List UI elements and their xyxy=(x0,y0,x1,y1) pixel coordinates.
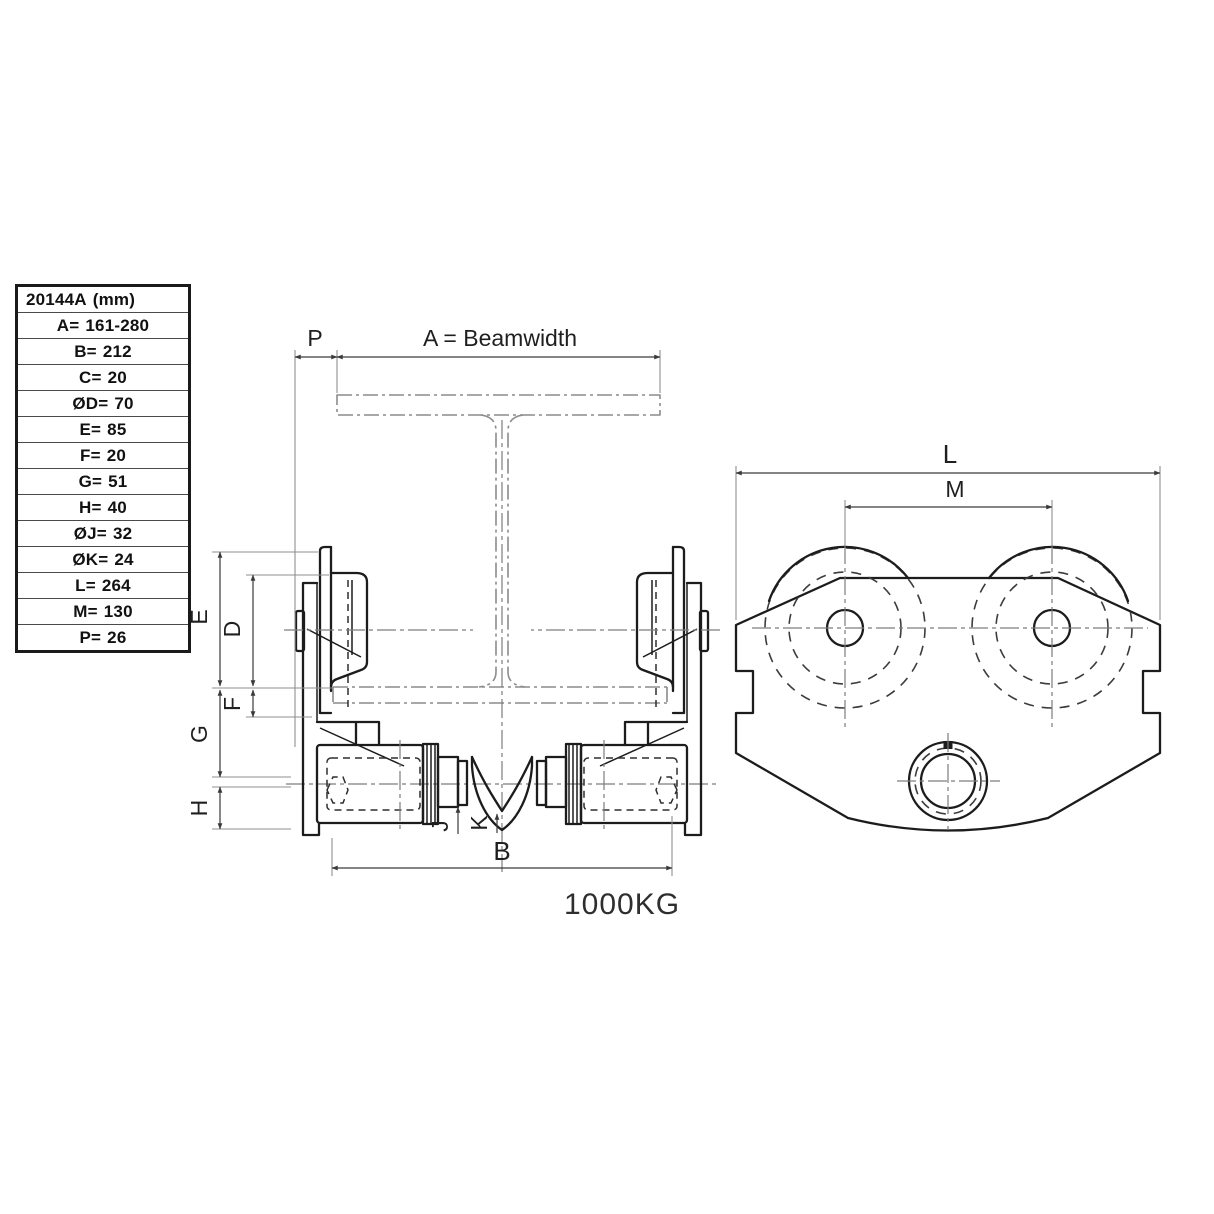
side-view xyxy=(736,439,1160,831)
table-row: A= 161-280 xyxy=(18,312,188,338)
dim-p-a xyxy=(295,325,660,747)
unit-label: (mm) xyxy=(92,289,136,309)
table-row: P= 26 xyxy=(18,624,188,650)
side-plate-outline xyxy=(736,578,1160,831)
dim-label-j: J xyxy=(427,820,453,832)
table-row: H= 40 xyxy=(18,494,188,520)
table-row: L= 264 xyxy=(18,572,188,598)
table-row: E= 85 xyxy=(18,416,188,442)
trolley-left-side xyxy=(284,547,473,835)
front-view xyxy=(186,325,720,921)
table-row: B= 212 xyxy=(18,338,188,364)
dim-label-beamwidth: A = Beamwidth xyxy=(422,325,578,351)
dim-label-k: K xyxy=(466,815,492,831)
dim-label-h: H xyxy=(186,799,212,817)
dim-label-p: P xyxy=(307,325,323,351)
dim-label-b: B xyxy=(493,836,511,866)
trolley-wheel-right xyxy=(972,545,1132,731)
table-row: ØD= 70 xyxy=(18,390,188,416)
i-beam-phantom xyxy=(333,395,667,703)
dim-label-d: D xyxy=(219,620,245,638)
table-row: G= 51 xyxy=(18,468,188,494)
shaft-hole xyxy=(897,733,1000,829)
dim-label-m: M xyxy=(945,476,965,502)
model-number: 20144A xyxy=(26,289,87,309)
dim-label-e: E xyxy=(186,609,212,625)
dim-m xyxy=(845,476,1052,545)
dim-left-stack xyxy=(186,552,332,829)
dim-label-f: F xyxy=(219,696,245,712)
table-row: C= 20 xyxy=(18,364,188,390)
trolley-right-side xyxy=(531,547,720,835)
trolley-wheel-left xyxy=(765,545,925,731)
dim-label-l: L xyxy=(942,439,958,469)
table-row: F= 20 xyxy=(18,442,188,468)
table-row: M= 130 xyxy=(18,598,188,624)
capacity-label: 1000KG xyxy=(563,888,681,921)
table-row: ØK= 24 xyxy=(18,546,188,572)
table-row: ØJ= 32 xyxy=(18,520,188,546)
dim-label-g: G xyxy=(186,725,212,743)
